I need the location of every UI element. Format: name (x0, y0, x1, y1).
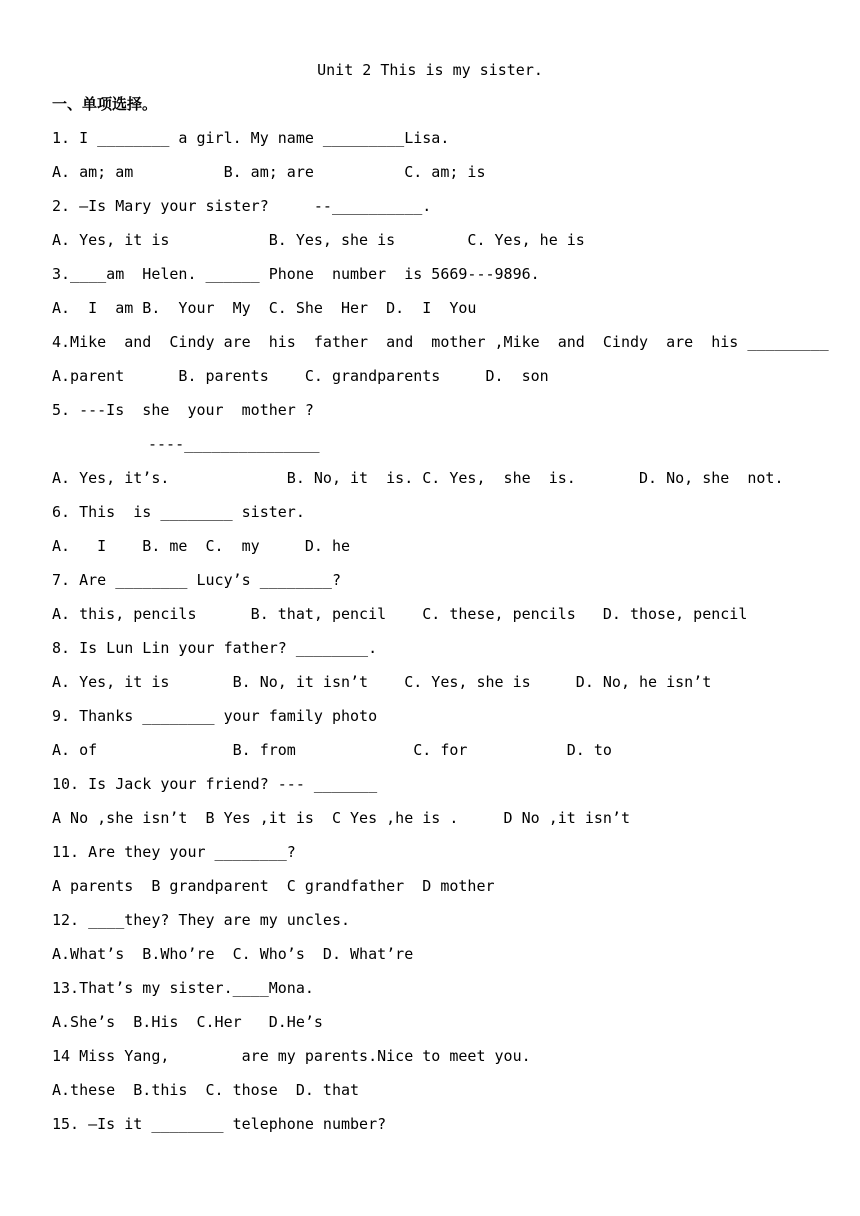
question-line: 8. Is Lun Lin your father? ________. (52, 639, 378, 657)
options-line: A. I am B. Your My C. She Her D. I You (52, 299, 477, 317)
options-line: A. am; am B. am; are C. am; is (52, 163, 486, 181)
options-line: A. Yes, it is B. Yes, she is C. Yes, he is (52, 231, 585, 249)
options-line: A parents B grandparent C grandfather D mother (52, 877, 495, 895)
question-list (52, 128, 852, 1148)
question-line: 5. ---Is she your mother ? (52, 401, 314, 419)
question-line: 12. ____they? They are my uncles. (52, 911, 351, 929)
question-line: 2. –Is Mary your sister? --__________. (52, 197, 432, 215)
question-line: 3.____am Helen. ______ Phone number is 5669---9896. (52, 265, 540, 283)
answer-blank-line: ----_______________ (148, 435, 320, 453)
question-line: 6. This is ________ sister. (52, 503, 305, 521)
options-line: A No ,she isn’t B Yes ,it is C Yes ,he is . D No ,it isn’t (52, 809, 630, 827)
question-line: 14 Miss Yang, are my parents.Nice to meet you. (52, 1047, 531, 1065)
question-line: 10. Is Jack your friend? --- _______ (52, 775, 378, 793)
options-line: A. of B. from C. for D. to (52, 741, 612, 759)
page-title: Unit 2 This is my sister. (317, 61, 543, 79)
options-line: A.What’s B.Who’re C. Who’s D. What’re (52, 945, 414, 963)
options-line: A.She’s B.His C.Her D.He’s (52, 1013, 323, 1031)
options-line: A. Yes, it’s. B. No, it is. C. Yes, she is. D. No, she not. (52, 469, 784, 487)
question-line: 11. Are they your ________? (52, 843, 296, 861)
options-line: A. Yes, it is B. No, it isn’t C. Yes, she is D. No, he isn’t (52, 673, 712, 691)
options-line: A.these B.this C. those D. that (52, 1081, 360, 1099)
question-line: 13.That’s my sister.____Mona. (52, 979, 314, 997)
question-line: 4.Mike and Cindy are his father and mother ,Mike and Cindy are his _________ (52, 333, 829, 351)
question-line: 9. Thanks ________ your family photo (52, 707, 378, 725)
options-line: A. I B. me C. my D. he (52, 537, 351, 555)
question-line: 1. I ________ a girl. My name _________Lisa. (52, 129, 450, 147)
options-line: A.parent B. parents C. grandparents D. son (52, 367, 549, 385)
section-heading: 一、单项选择。 (52, 95, 158, 113)
question-line: 7. Are ________ Lucy’s ________? (52, 571, 341, 589)
options-line: A. this, pencils B. that, pencil C. these, pencils D. those, pencil (52, 605, 748, 623)
question-line: 15. —Is it ________ telephone number? (52, 1115, 387, 1133)
